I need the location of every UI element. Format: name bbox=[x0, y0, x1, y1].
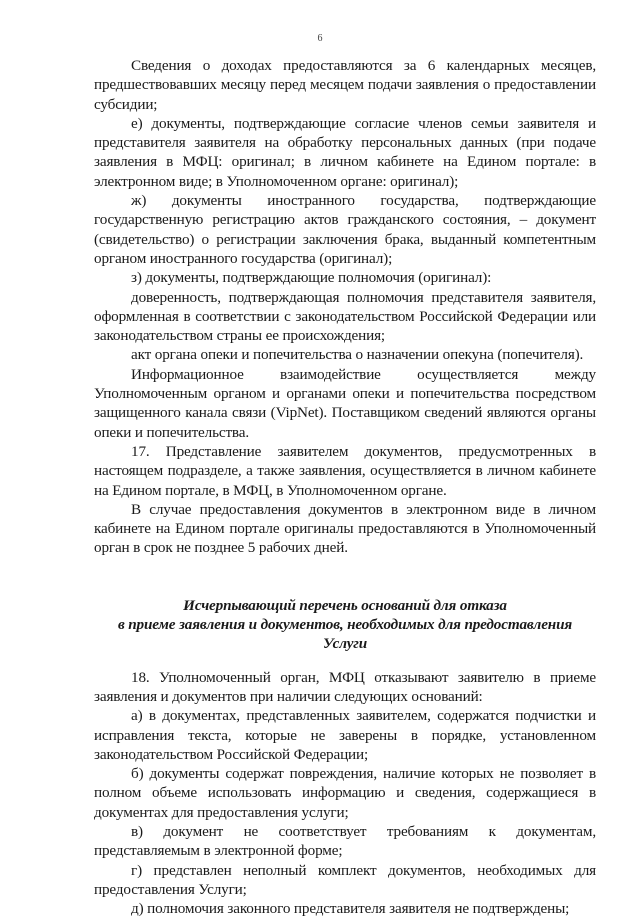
page-number: 6 bbox=[317, 33, 323, 44]
paragraph-item-a: а) в документах, представленных заявителем, содержатся подчистки и исправления текста, которые не заверены в порядке, установленном законодательством Российской Федерации; bbox=[94, 707, 596, 763]
paragraph-info-exchange: Информационное взаимодействие осуществляется между Уполномоченным органом и органами опеки и попечительства посредством защищенного канала связи (VipNet). Поставщиком сведений являются органы опеки и попечительства. bbox=[94, 365, 596, 441]
spacer bbox=[94, 558, 596, 596]
paragraph-item-v: в) документ не соответствует требованиям к документам, представляемым в электронной форме; bbox=[94, 822, 596, 860]
paragraph-item-g: г) представлен неполный комплект документов, необходимых для предоставления Услуги; bbox=[94, 861, 596, 898]
paragraph-item-b: б) документы содержат повреждения, наличие которых не позволяет в полном объеме использовать информацию и сведения, содержащиеся в документах для предоставления услуги; bbox=[94, 765, 596, 821]
paragraph-17: 17. Представление заявителем документов, предусмотренных в настоящем подразделе, а также заявления, осуществляется в личном кабинете на Едином портале, в МФЦ, в Уполномоченном органе. bbox=[94, 442, 596, 499]
heading-line-1: Исчерпывающий перечень оснований для отказа bbox=[183, 596, 507, 614]
paragraph-income-info: Сведения о доходах предоставляются за 6 календарных месяцев, предшествовавших месяцу перед месяцем подачи заявления о предоставлении субсидии; bbox=[94, 57, 596, 113]
paragraph-guardianship-act: акт органа опеки и попечительства о назначении опекуна (попечителя). bbox=[131, 346, 584, 364]
heading-line-2: в приеме заявления и документов, необходимых для предоставления bbox=[117, 616, 573, 634]
document-body bbox=[94, 56, 596, 918]
section-heading bbox=[94, 596, 596, 654]
paragraph-item-d: д) полномочия законного представителя заявителя не подтверждены; bbox=[131, 900, 570, 918]
paragraph-power-of-attorney: доверенность, подтверждающая полномочия представителя заявителя, оформленная в соответствии с законодательством Российской Федерации или законодательством страны ее происхождения; bbox=[94, 288, 596, 345]
spacer bbox=[94, 654, 596, 668]
paragraph-18: 18. Уполномоченный орган, МФЦ отказывают заявителю в приеме заявления и документов при наличии следующих оснований: bbox=[94, 668, 596, 705]
paragraph-item-z: з) документы, подтверждающие полномочия (оригинал): bbox=[131, 269, 492, 287]
paragraph-electronic-originals: В случае предоставления документов в электронном виде в личном кабинете на Едином портале оригиналы предоставляются в Уполномоченный орган в срок не позднее 5 рабочих дней. bbox=[94, 500, 596, 557]
heading-line-3: Услуги bbox=[322, 635, 368, 653]
paragraph-item-e: е) документы, подтверждающие согласие членов семьи заявителя и представителя заявителя на обработку персональных данных (при подаче заявления в МФЦ: оригинал; в личном кабинете на Едином портале: в электронном виде; в Уполномоченном органе: оригинал); bbox=[94, 114, 596, 190]
paragraph-item-zh: ж) документы иностранного государства, подтверждающие государственную регистрацию актов гражданского состояния, – документ (свидетельство) о регистрации заключения брака, выданный компетентным органом иностранного государства (оригинал); bbox=[94, 192, 596, 267]
